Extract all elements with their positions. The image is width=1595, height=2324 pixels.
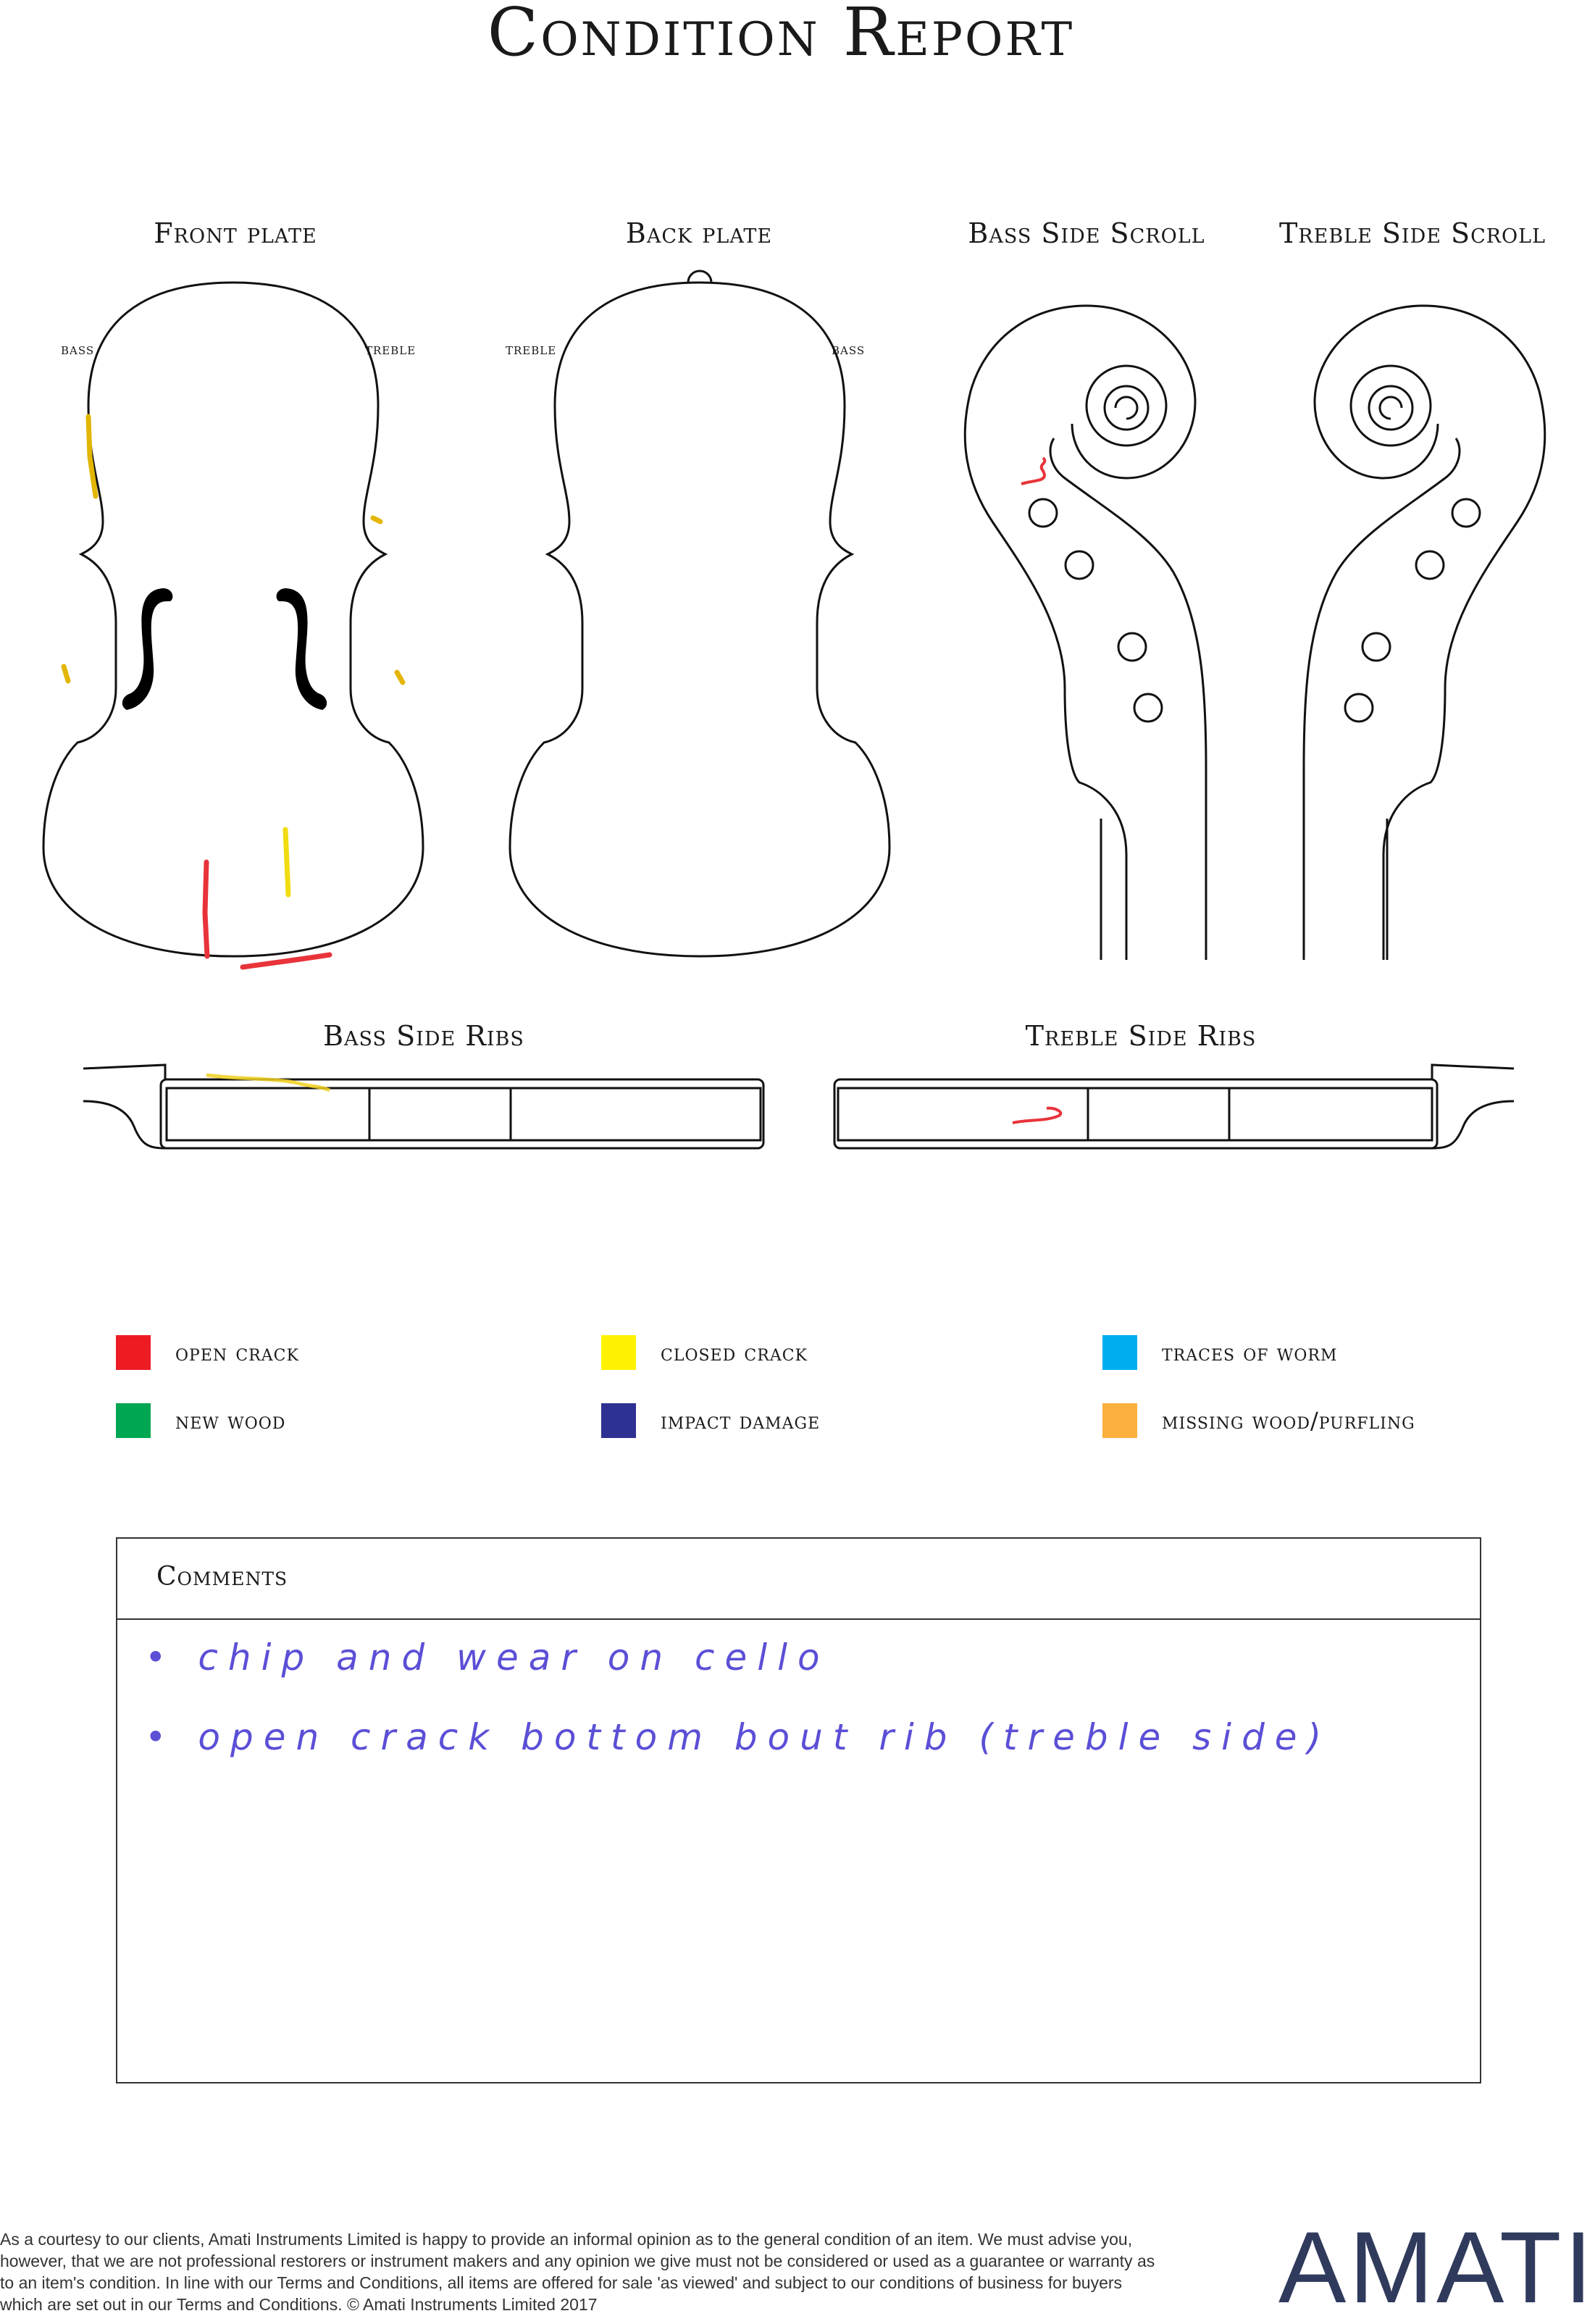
front-plate-drawing (43, 283, 423, 956)
treble-ribs-marking (1013, 1108, 1060, 1123)
comment-line: • open crack bottom bout rib (treble side) (145, 1716, 1332, 1758)
legend-traces-of-worm (1102, 1334, 1337, 1371)
front-plate-label: Front plate (154, 217, 317, 249)
comments-heading: Comments (156, 1562, 288, 1592)
front-bass-label: bass (61, 340, 95, 359)
disclaimer-text: As a courtesy to our clients, Amati Instruments Limited is happy to provide an informal opinion as to the general condition of an item. We must advise you, however, that we are not professional restorers or instrument makers and any opinion we give must not be considered or used as a guarantee or warranty as to an item's condition. In line with our Terms and Conditions, all items are offered for sale 'as viewed' and subject to our conditions of business for buyers which are set out in our Terms and Conditions. © Amati Instruments Limited 2017 (0, 2230, 1155, 2314)
comment-line: • chip and wear on cello (145, 1637, 830, 1679)
traces-of-worm-swatch (1102, 1335, 1137, 1370)
comments-box (116, 1537, 1481, 2083)
missing-wood-swatch (1102, 1403, 1137, 1438)
legend-label: missing wood/purfling (1162, 1407, 1415, 1434)
back-treble-label: treble (506, 340, 557, 359)
bass-side-scroll-drawing (965, 306, 1206, 960)
legend-new-wood (116, 1403, 285, 1439)
comments-header (117, 1539, 1480, 1620)
page-title: Condition Report (487, 0, 1075, 71)
treble-side-ribs-drawing (834, 1065, 1514, 1148)
treble-side-scroll-label: Treble Side Scroll (1278, 217, 1546, 249)
legend-label: traces of worm (1162, 1339, 1338, 1366)
f-hole-bass (122, 588, 173, 710)
f-hole-treble (277, 588, 327, 710)
front-treble-label: treble (365, 340, 416, 359)
back-plate-label: Back plate (625, 217, 773, 249)
back-bass-label: bass (832, 340, 866, 359)
legend-missing-wood (1102, 1403, 1415, 1439)
treble-side-ribs-label: Treble Side Ribs (1025, 1020, 1257, 1052)
back-plate-drawing (510, 271, 889, 956)
bass-side-scroll-label: Bass Side Scroll (968, 217, 1205, 249)
new-wood-swatch (116, 1403, 151, 1438)
bass-side-ribs-drawing (83, 1065, 763, 1148)
legend-open-crack (116, 1334, 299, 1371)
treble-side-scroll-drawing (1304, 306, 1545, 960)
legend-label: open crack (175, 1339, 299, 1366)
impact-damage-swatch (601, 1403, 636, 1438)
front-plate-markings (64, 417, 403, 967)
bass-scroll-marking (1021, 458, 1045, 484)
open-crack-swatch (116, 1335, 151, 1370)
closed-crack-swatch (601, 1335, 636, 1370)
amati-logo: AMATI (1278, 2210, 1595, 2324)
bass-side-ribs-label: Bass Side Ribs (323, 1020, 524, 1052)
legend-impact-damage (601, 1403, 820, 1439)
legend-label: closed crack (661, 1339, 808, 1366)
legend-closed-crack (601, 1334, 808, 1371)
legend-label: new wood (175, 1407, 286, 1434)
legend-label: impact damage (661, 1407, 821, 1434)
